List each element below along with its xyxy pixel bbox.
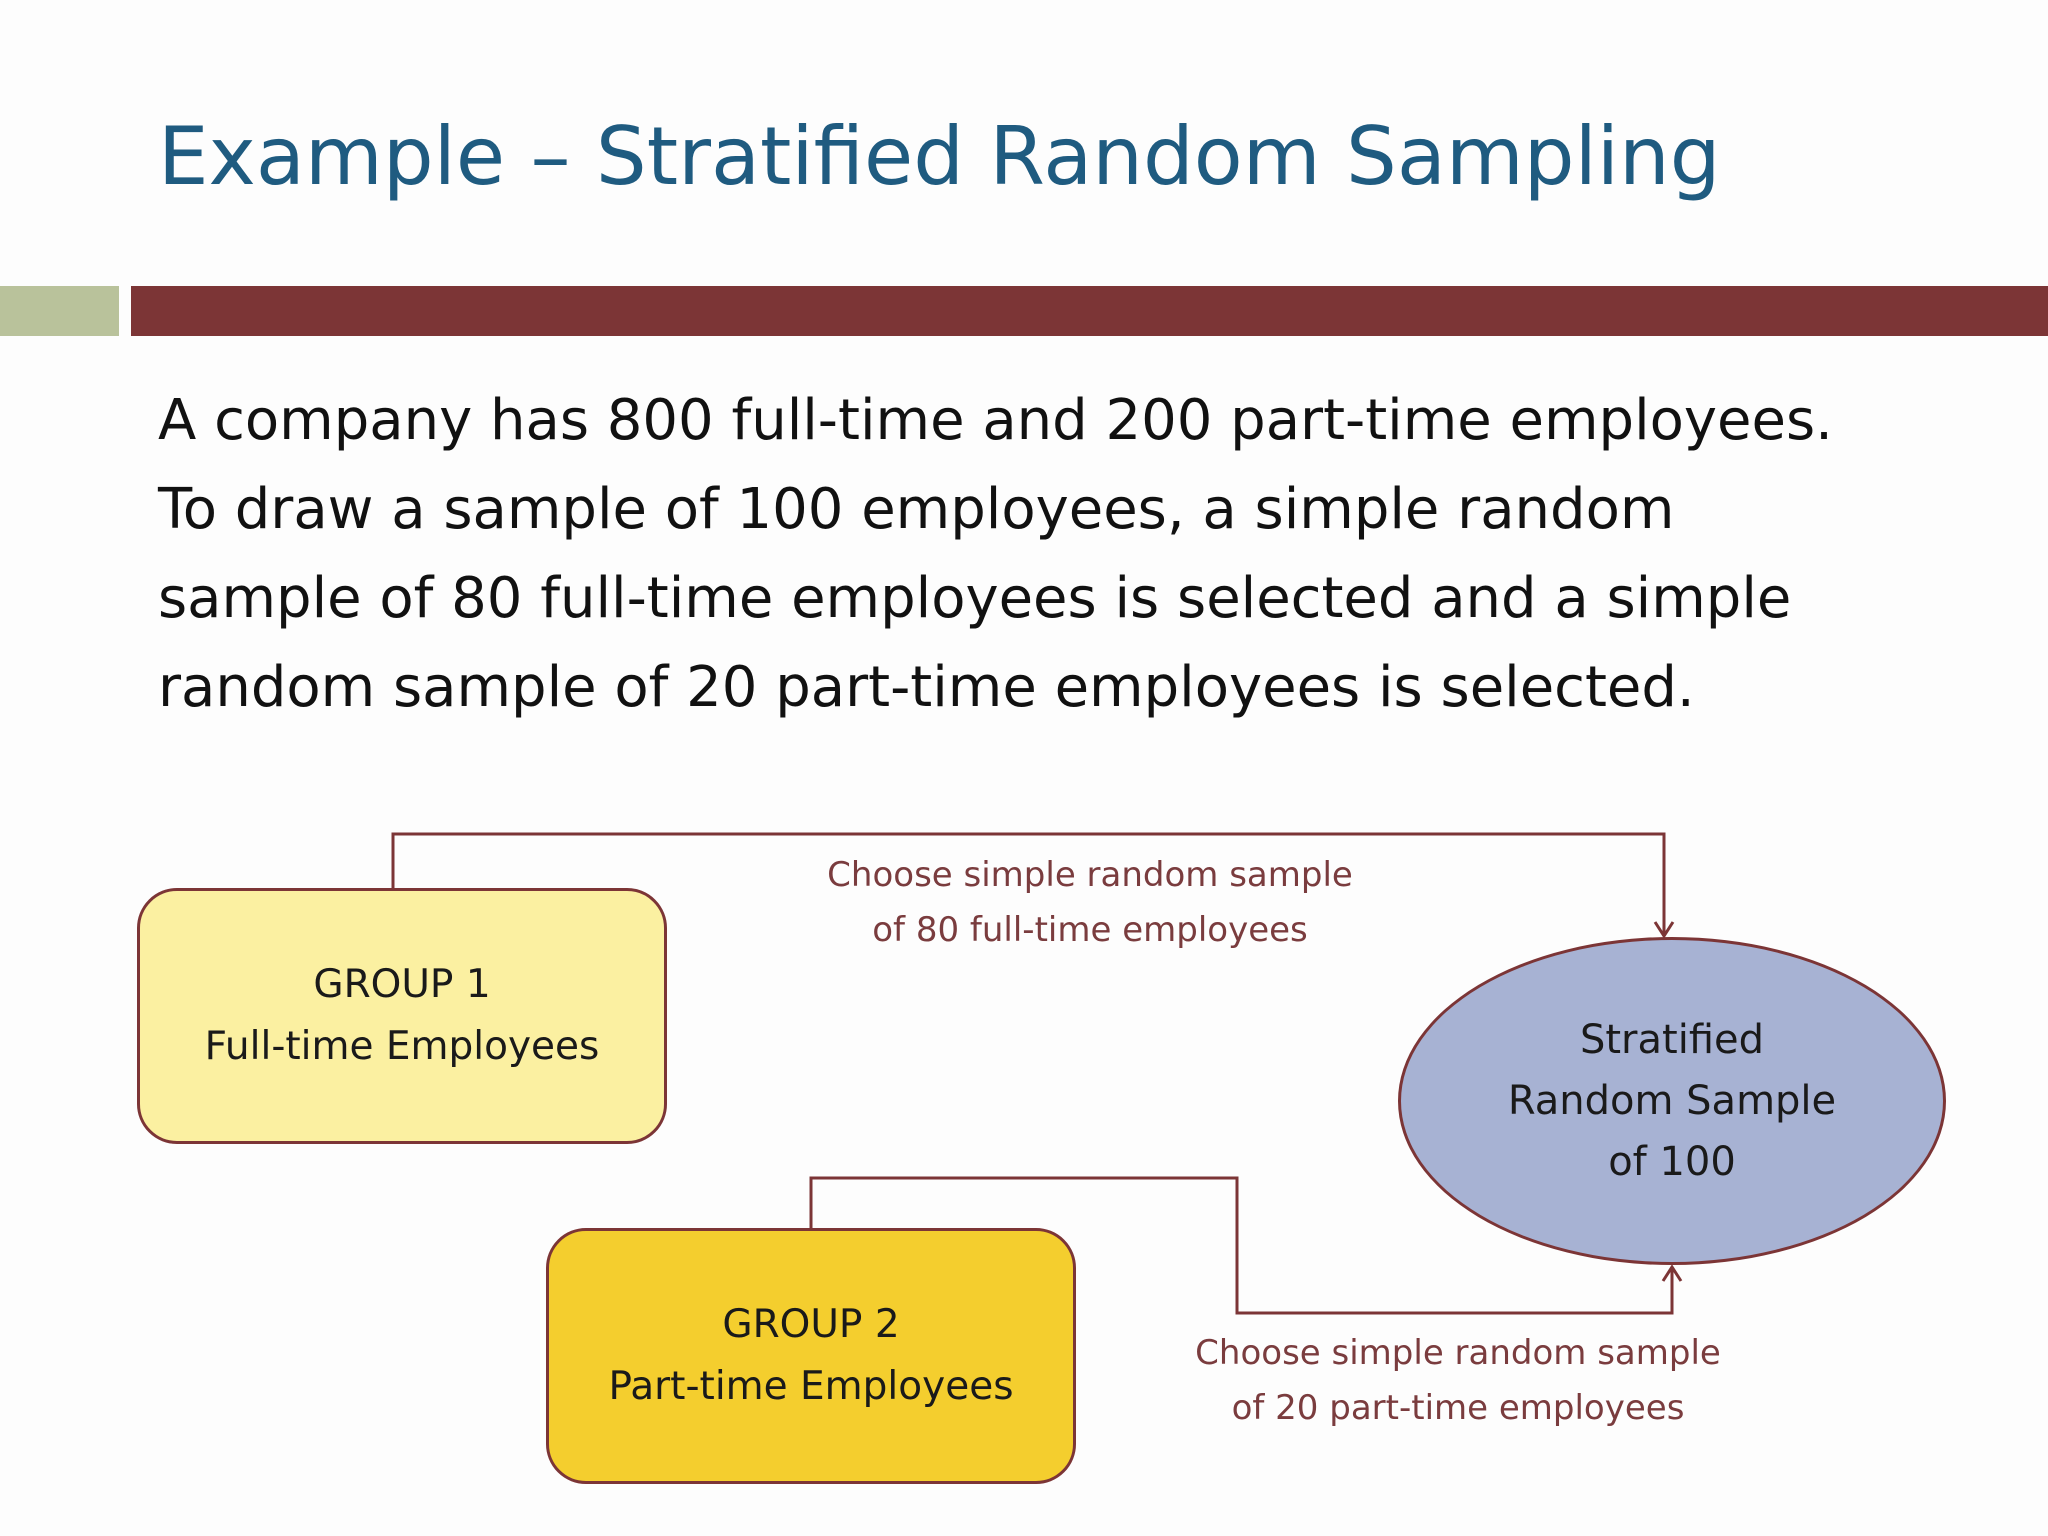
group2-title: GROUP 2 bbox=[722, 1302, 900, 1347]
edge-label-part-time bbox=[1158, 1326, 1758, 1436]
slide-title: Example – Stratified Random Sampling bbox=[158, 110, 1721, 203]
body-line: random sample of 20 part-time employees is selected. bbox=[158, 655, 1695, 720]
stratified-sample-ellipse bbox=[1398, 937, 1946, 1265]
group2-subtitle: Part-time Employees bbox=[608, 1364, 1014, 1409]
edge-label-line: Choose simple random sample bbox=[827, 855, 1353, 895]
group1-title: GROUP 1 bbox=[313, 962, 491, 1007]
group1-box bbox=[137, 888, 667, 1144]
sample-line: Random Sample bbox=[1507, 1077, 1837, 1124]
body-line: A company has 800 full-time and 200 part-time employees. bbox=[158, 388, 1833, 453]
edge-label-line: of 20 part-time employees bbox=[1231, 1388, 1685, 1428]
sample-line: Stratified bbox=[1579, 1016, 1765, 1063]
edge-label-line: Choose simple random sample bbox=[1195, 1333, 1721, 1373]
group2-box bbox=[546, 1228, 1076, 1484]
edge-label-full-time bbox=[790, 848, 1390, 958]
edge-label-line: of 80 full-time employees bbox=[872, 910, 1308, 950]
body-line: To draw a sample of 100 employees, a simple random bbox=[158, 477, 1675, 542]
group1-subtitle: Full-time Employees bbox=[204, 1024, 600, 1069]
body-line: sample of 80 full-time employees is selected and a simple bbox=[158, 566, 1792, 631]
sample-line: of 100 bbox=[1608, 1138, 1736, 1185]
